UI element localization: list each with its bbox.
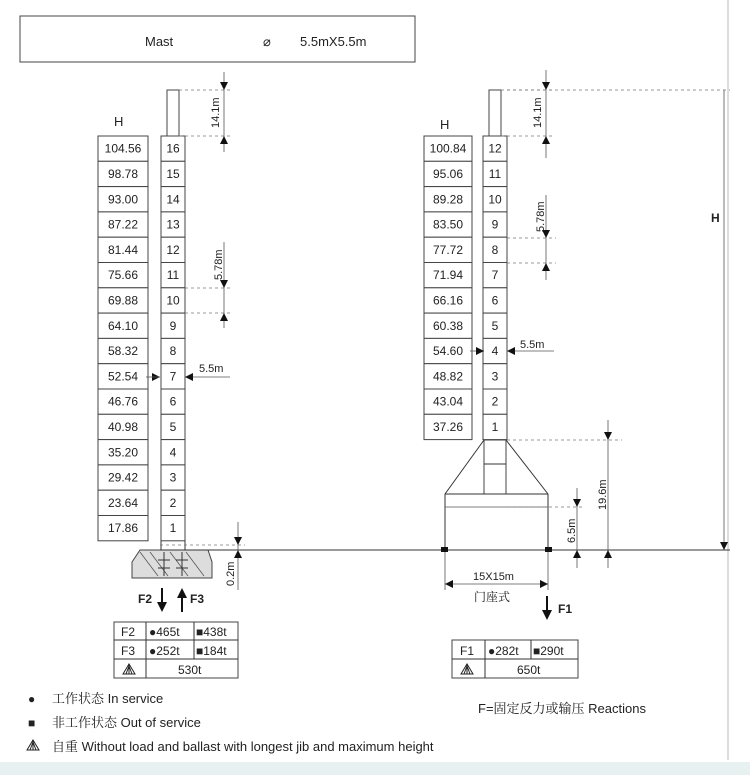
left-section-number: 11 <box>166 268 180 283</box>
left-section-number: 5 <box>169 419 177 434</box>
right-height-value: 77.72 <box>432 242 464 257</box>
f3-arrow-head <box>177 588 187 598</box>
legend <box>27 691 646 754</box>
left-table-out-service: ■438t <box>196 625 227 639</box>
mast-size-symbol: ⌀ <box>263 34 271 49</box>
mast-header <box>20 16 415 62</box>
left-h-label: H <box>114 114 124 129</box>
left-table-weight: 530t <box>178 663 202 677</box>
left-height-value: 104.56 <box>104 141 142 156</box>
overall-h-arrow <box>720 542 728 550</box>
left-height-value: 40.98 <box>107 419 139 434</box>
left-height-value: 35.20 <box>107 445 139 460</box>
legend-in-service: 工作状态 In service <box>52 691 164 706</box>
left-height-value: 46.76 <box>107 394 139 409</box>
legend-self-weight: 自重 Without load and ballast with longest jib and maximum height <box>52 739 434 754</box>
left-height-value: 87.22 <box>107 217 139 232</box>
left-foundation <box>132 550 212 578</box>
right-width-arrow-right <box>507 347 515 355</box>
left-section-number: 3 <box>169 470 177 485</box>
portal-size-arrow <box>445 580 453 588</box>
left-height-value: 17.86 <box>107 521 139 536</box>
left-height-value: 98.78 <box>107 166 139 181</box>
f2-arrow-head <box>157 602 167 612</box>
left-height-value: 29.42 <box>107 470 139 485</box>
f1-arrow-head <box>542 610 552 620</box>
left-section-number: 1 <box>169 521 177 536</box>
left-height-value: 52.54 <box>107 369 139 384</box>
right-top-dim-arrow <box>542 136 550 144</box>
right-section-number: 9 <box>491 217 499 232</box>
left-sec-dim-arrow <box>220 313 228 321</box>
right-section-number: 4 <box>491 344 499 359</box>
left-base-dim-arrow <box>234 537 242 545</box>
right-section-number: 12 <box>488 141 502 156</box>
overall-h-label: H <box>711 211 720 225</box>
right-height-value: 71.94 <box>432 268 464 283</box>
left-top-dim-arrow <box>220 82 228 90</box>
right-height-value: 60.38 <box>432 318 464 333</box>
leg-height-arrow <box>573 550 581 558</box>
mast-size: 5.5mX5.5m <box>300 34 367 49</box>
right-sec-dim: 5.78m <box>535 201 547 232</box>
mast-label: Mast <box>145 34 174 49</box>
right-section-number: 3 <box>491 369 499 384</box>
left-height-value: 75.66 <box>107 268 139 283</box>
portal-height-arrow <box>604 432 612 440</box>
right-reaction-table <box>452 640 578 678</box>
left-section-number: 4 <box>169 445 177 460</box>
left-section-number: 8 <box>169 344 177 359</box>
left-base-dim-arrow <box>234 550 242 558</box>
left-section-number: 10 <box>166 293 180 308</box>
left-height-value: 64.10 <box>107 318 139 333</box>
right-section-number: 2 <box>491 394 499 409</box>
left-height-value: 93.00 <box>107 192 139 207</box>
left-sec-dim: 5.78m <box>213 249 225 280</box>
left-section-number: 7 <box>169 369 177 384</box>
portal-height-arrow <box>604 550 612 558</box>
left-force-down-label: F2 <box>138 592 153 606</box>
legend-out-service-symbol: ■ <box>28 716 36 730</box>
left-section-number: 16 <box>166 141 180 156</box>
right-section-number: 8 <box>491 242 499 257</box>
self-weight-icon <box>27 740 39 750</box>
left-height-value: 69.88 <box>107 293 139 308</box>
left-height-value: 81.44 <box>107 242 139 257</box>
right-height-value: 37.26 <box>432 419 464 434</box>
right-height-value: 89.28 <box>432 192 464 207</box>
left-section-number: 14 <box>166 192 180 207</box>
left-tower <box>98 136 185 550</box>
right-section-number: 10 <box>488 192 502 207</box>
legend-out-service: 非工作状态 Out of service <box>52 715 201 730</box>
right-section-number: 11 <box>488 166 502 181</box>
left-section-number: 2 <box>169 495 177 510</box>
left-base-dim: 0.2m <box>225 561 237 586</box>
left-section-number: 13 <box>166 217 180 232</box>
left-top-section <box>167 90 179 136</box>
left-table-out-service: ■184t <box>196 644 227 658</box>
right-height-value: 48.82 <box>432 369 464 384</box>
portal-height-dim: 19.6m <box>597 479 609 510</box>
right-height-value: 66.16 <box>432 293 464 308</box>
right-top-section <box>489 90 501 136</box>
right-h-label: H <box>440 117 450 132</box>
right-top-dim: 14.1m <box>532 97 544 128</box>
portal-label: 门座式 <box>474 590 511 604</box>
left-width-dim: 5.5m <box>199 363 224 375</box>
right-height-value: 95.06 <box>432 166 464 181</box>
left-section-number: 9 <box>169 318 177 333</box>
left-table-row-label: F2 <box>121 625 136 639</box>
left-top-dim: 14.1m <box>210 97 222 128</box>
right-section-number: 7 <box>491 268 499 283</box>
right-table-in-service: ●282t <box>488 644 519 658</box>
left-reaction-table <box>114 622 238 678</box>
left-table-in-service: ●465t <box>149 625 180 639</box>
right-tower <box>424 136 507 440</box>
left-section-number: 6 <box>169 394 177 409</box>
right-section-number: 1 <box>491 419 499 434</box>
right-force-down-label: F1 <box>558 602 573 616</box>
right-section-number: 5 <box>491 318 499 333</box>
right-top-dim-arrow <box>542 82 550 90</box>
leg-height-dim: 6.5m <box>566 518 578 543</box>
left-section-number: 15 <box>166 166 180 181</box>
left-table-row-label: F3 <box>121 644 136 658</box>
right-section-number: 6 <box>491 293 499 308</box>
legend-in-service-symbol: ● <box>28 692 36 706</box>
left-width-arrow-right <box>185 373 193 381</box>
left-height-value: 58.32 <box>107 344 139 359</box>
right-height-value: 43.04 <box>432 394 464 409</box>
left-top-dim-arrow <box>220 136 228 144</box>
right-width-dim: 5.5m <box>520 339 545 351</box>
right-height-value: 54.60 <box>432 344 464 359</box>
left-force-up-label: F3 <box>190 592 205 606</box>
right-sec-dim-arrow <box>542 263 550 271</box>
footer-band <box>0 762 750 775</box>
leg-height-arrow <box>573 499 581 507</box>
right-table-weight: 650t <box>517 663 541 677</box>
right-height-value: 83.50 <box>432 217 464 232</box>
left-height-value: 23.64 <box>107 495 139 510</box>
right-table-row-label: F1 <box>460 644 475 658</box>
left-table-in-service: ●252t <box>149 644 180 658</box>
left-sec-dim-arrow <box>220 280 228 288</box>
legend-reactions: F=固定反力或输压 Reactions <box>478 701 646 716</box>
portal-size-arrow <box>540 580 548 588</box>
portal-size: 15X15m <box>473 571 514 583</box>
left-section-number: 12 <box>166 242 180 257</box>
portal-base <box>441 440 552 552</box>
right-table-out-service: ■290t <box>533 644 564 658</box>
right-height-value: 100.84 <box>429 141 467 156</box>
